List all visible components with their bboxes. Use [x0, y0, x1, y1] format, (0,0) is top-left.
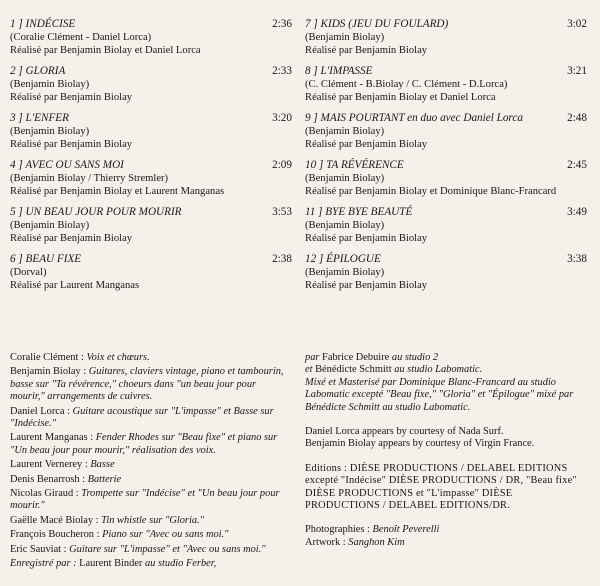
- track-duration: 2:38: [272, 253, 292, 265]
- track-producer: Réalisé par Benjamin Biolay et Daniel Lorca: [10, 45, 201, 56]
- photo-credit: Photographies : Benoît Peverelli: [305, 524, 440, 536]
- track-duration: 2:45: [567, 159, 587, 171]
- track-producer: Réalisé par Benjamin Biolay et Dominique Blanc-Francard: [305, 186, 557, 197]
- track-duration: 3:21: [567, 65, 587, 77]
- track-writers: (Benjamin Biolay / Thierry Stremler): [10, 173, 169, 184]
- track-producer: Réalisé par Benjamin Biolay: [10, 92, 133, 103]
- track-writers: (Benjamin Biolay): [305, 220, 385, 231]
- editions-credit: Editions : DIÈSE PRODUCTIONS / DELABEL EDITIONS excepté "Indécise" DIÈSE PRODUCTIONS / DR, "Beau fixe" DIÈSE PRODUCTIONS et "L'impasse" DIÈSE PRODUCTIONS / DELABEL EDITIONS/DR.: [305, 462, 577, 512]
- track-producer: Réalisé par Benjamin Biolay: [305, 280, 428, 291]
- track-duration: 2:36: [272, 18, 292, 30]
- track-producer: Réalisé par Laurent Manganas: [10, 280, 140, 291]
- track-writers: (Benjamin Biolay): [305, 32, 385, 43]
- track-title: 10 ] TA RÉVÉRENCE: [305, 159, 404, 171]
- track-title: 8 ] L'IMPASSE: [305, 65, 373, 77]
- production-credits: [305, 352, 590, 549]
- track-7: [305, 18, 587, 57]
- track-6: [10, 253, 292, 292]
- credit-line: et Bénédicte Schmitt au studio Labomatic.: [305, 364, 483, 376]
- credit-line: Daniel Lorca : Guitare acoustique sur "L'impasse" et Basse sur "Indécise.": [10, 405, 274, 430]
- track-duration: 3:53: [272, 206, 292, 218]
- track-title: 6 ] BEAU FIXE: [10, 253, 82, 265]
- track-3: [10, 112, 292, 151]
- track-title: 9 ] MAIS POURTANT en duo avec Daniel Lorca: [305, 112, 523, 124]
- track-duration: 2:33: [272, 65, 292, 77]
- track-5: [10, 206, 292, 245]
- track-title: 4 ] AVEC OU SANS MOI: [10, 159, 124, 171]
- track-4: [10, 159, 292, 198]
- musician-credits: [10, 352, 290, 573]
- track-title: 7 ] KIDS (JEU DU FOULARD): [305, 18, 449, 30]
- credit-line: Laurent Manganas : Fender Rhodes sur "Beau fixe" et piano sur "Un beau jour pour mourir," réalisation des voix.: [10, 432, 278, 456]
- credit-line: Benjamin Biolay : Guitares, claviers vintage, piano et tambourin, basse sur "Ta révérence," choeurs dans "un beau jour pour mourir," arrangements de cuivres.: [10, 366, 284, 403]
- artwork-credit: Artwork : Sanghon Kim: [305, 536, 405, 548]
- track-duration: 3:20: [272, 112, 292, 124]
- track-duration: 2:48: [567, 112, 587, 124]
- right-tracklist: [305, 18, 587, 300]
- track-title: 12 ] ÉPILOGUE: [305, 253, 381, 265]
- track-2: [10, 65, 292, 104]
- track-writers: (Benjamin Biolay): [305, 267, 385, 278]
- track-10: [305, 159, 587, 198]
- track-producer: Réalisé par Benjamin Biolay: [10, 139, 133, 150]
- mix-credit: Mixé et Masterisé par Dominique Blanc-Francard au studio Labomatic excepté "Beau fixe," "Gloria" et "Épilogue" mixé par Bénédicte Schmitt au studio Labomatic.: [305, 376, 574, 413]
- credit-line: Nicolas Giraud : Trompette sur "Indécise" et "Un beau jour pour mourir.": [10, 488, 280, 512]
- credit-line: Laurent Vernerey : Basse: [10, 459, 115, 471]
- track-title: 3 ] L'ENFER: [10, 112, 69, 124]
- track-writers: (C. Clément - B.Biolay / C. Clément - D.Lorca): [305, 79, 508, 90]
- courtesy-line: Daniel Lorca appears by courtesy of Nada Surf.: [305, 426, 504, 438]
- track-writers: (Benjamin Biolay): [305, 126, 385, 137]
- track-title: 5 ] UN BEAU JOUR POUR MOURIR: [10, 206, 182, 218]
- credit-line: Eric Sauviat : Guitare sur "L'impasse" et "Avec ou sans moi.": [10, 543, 266, 555]
- track-title: 2 ] GLORIA: [10, 65, 66, 77]
- track-title: 1 ] INDÉCISE: [10, 18, 76, 30]
- track-producer: Réalisé par Benjamin Biolay: [305, 45, 428, 56]
- track-1: [10, 18, 292, 57]
- track-duration: 2:09: [272, 159, 292, 171]
- track-producer: Réalisé par Benjamin Biolay et Laurent Manganas: [10, 186, 225, 197]
- track-producer: Réalisé par Benjamin Biolay et Daniel Lorca: [305, 92, 496, 103]
- track-title: 11 ] BYE BYE BEAUTÉ: [305, 206, 413, 218]
- track-producer: Réalisé par Benjamin Biolay: [305, 233, 428, 244]
- credit-line: Coralie Clément : Voix et chœurs.: [10, 352, 150, 363]
- track-duration: 3:02: [567, 18, 587, 30]
- courtesy-line: Benjamin Biolay appears by courtesy of Virgin France.: [305, 438, 535, 450]
- track-writers: (Benjamin Biolay): [10, 79, 90, 90]
- track-12: [305, 253, 587, 292]
- track-duration: 3:38: [567, 253, 587, 265]
- credit-line: Gaëlle Macé Biolay : Tin whistle sur "Gloria.": [10, 514, 205, 526]
- track-writers: (Benjamin Biolay): [10, 220, 90, 231]
- track-writers: (Dorval): [10, 267, 47, 278]
- track-writers: (Benjamin Biolay): [305, 173, 385, 184]
- credit-line: Denis Benarrosh : Batterie: [10, 473, 122, 485]
- credit-line: Enregistré par : Laurent Binder au studio Ferber,: [10, 558, 217, 570]
- credit-line: par Fabrice Debuire au studio 2: [305, 352, 439, 363]
- track-producer: Réalisé par Benjamin Biolay: [10, 233, 133, 244]
- credit-line: François Boucheron : Piano sur "Avec ou sans moi.": [10, 529, 229, 541]
- track-8: [305, 65, 587, 104]
- track-9: [305, 112, 587, 151]
- track-11: [305, 206, 587, 245]
- track-producer: Réalisé par Benjamin Biolay: [305, 139, 428, 150]
- track-writers: (Coralie Clément - Daniel Lorca): [10, 32, 152, 43]
- left-tracklist: [10, 18, 292, 300]
- track-duration: 3:49: [567, 206, 587, 218]
- track-writers: (Benjamin Biolay): [10, 126, 90, 137]
